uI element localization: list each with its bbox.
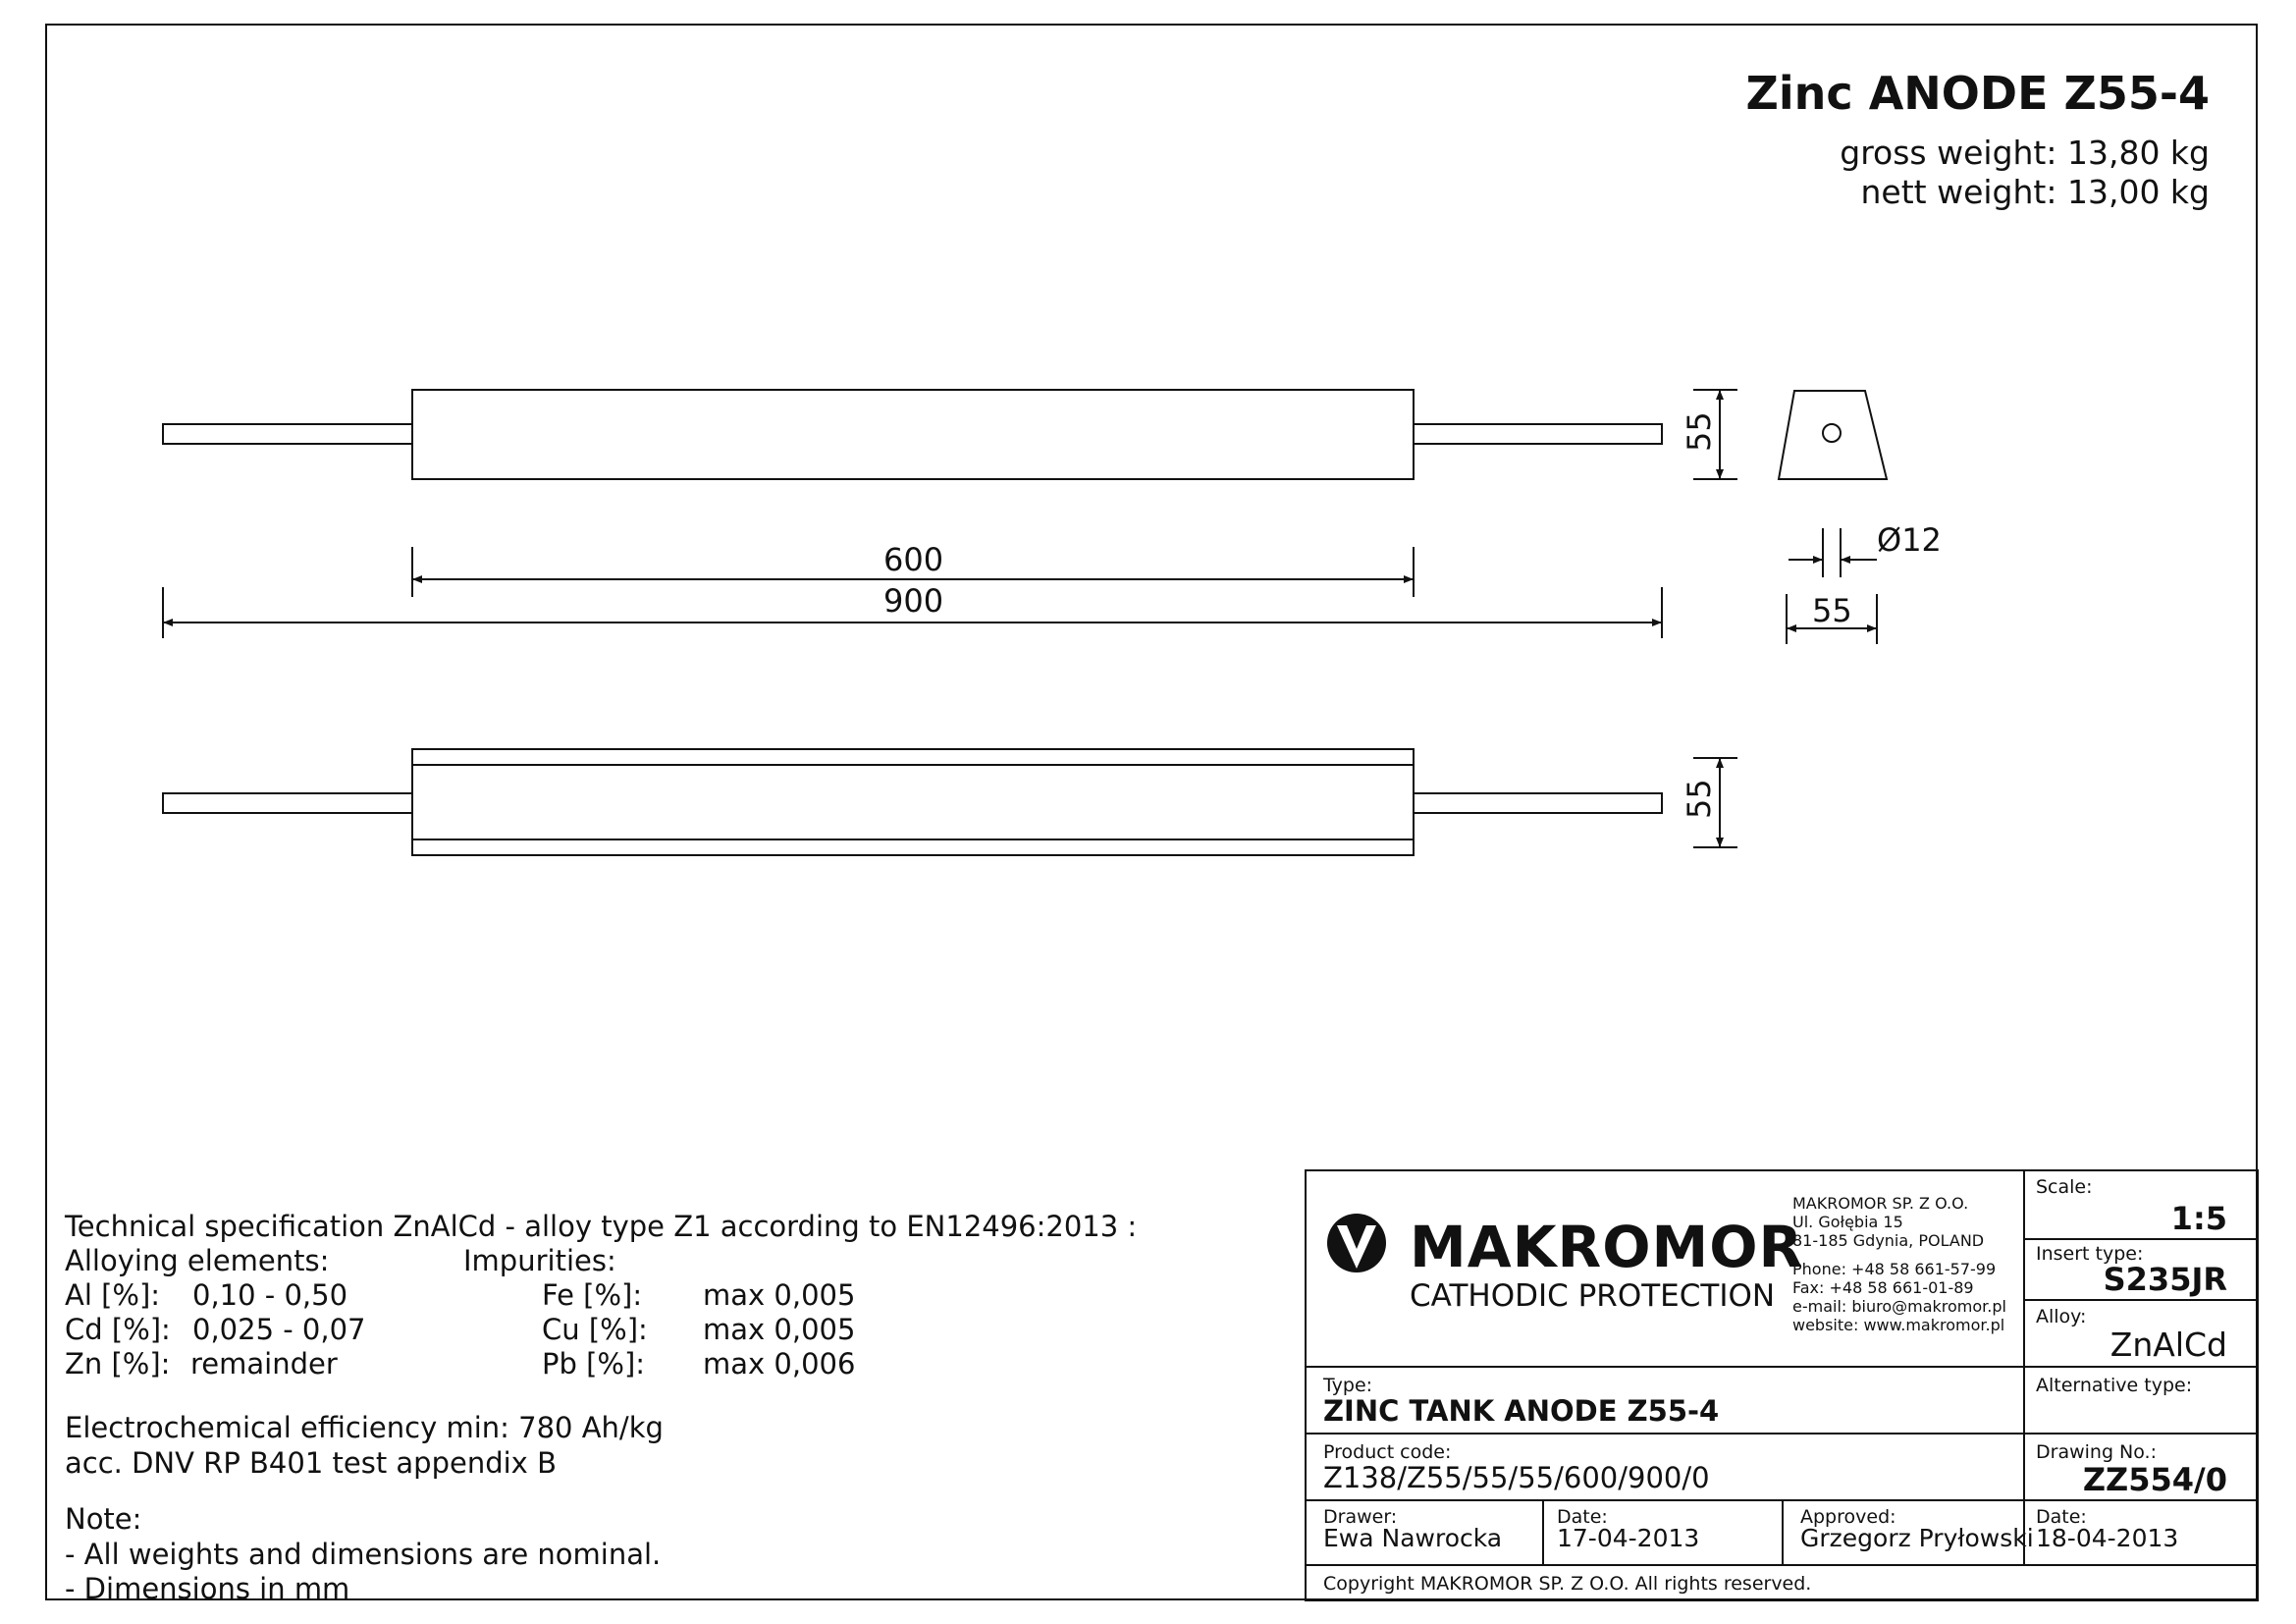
approved-label: Approved:: [1800, 1506, 1896, 1528]
dim-height-bottom: 55: [1681, 779, 1718, 819]
alloy-value-cd: 0,025 - 0,07: [192, 1313, 366, 1346]
impurity-element-pb: Pb [%]:: [542, 1347, 646, 1380]
dim-length-body: 600: [883, 541, 944, 578]
type-value: ZINC TANK ANODE Z55-4: [1323, 1394, 1720, 1428]
date1-value: 17-04-2013: [1557, 1524, 1700, 1552]
scale-label: Scale:: [2036, 1176, 2093, 1198]
impurity-value-pb: max 0,006: [703, 1347, 856, 1380]
company-address: MAKROMOR SP. Z O.O. Ul. Gołębia 15 81-185 Gdynia, POLAND Phone: +48 58 661-57-99 Fax: +48 58 661-01-89 e-mail: biuro@makromor.pl website: www.makromor.pl: [1792, 1194, 2006, 1334]
alloy-value-zn: remainder: [190, 1347, 338, 1380]
date1-label: Date:: [1557, 1506, 1608, 1528]
impurities-heading: Impurities:: [463, 1244, 616, 1277]
company-subtitle: CATHODIC PROTECTION: [1410, 1278, 1776, 1314]
anode-cross-section: [1779, 391, 1887, 479]
date2-value: 18-04-2013: [2036, 1524, 2179, 1552]
copyright: Copyright MAKROMOR SP. Z O.O. All rights reserved.: [1323, 1573, 1812, 1595]
alloy-element-zn: Zn [%]:: [65, 1347, 171, 1380]
impurity-element-fe: Fe [%]:: [542, 1278, 643, 1312]
efficiency-line2: acc. DNV RP B401 test appendix B: [65, 1446, 557, 1480]
note-1: - All weights and dimensions are nominal.: [65, 1538, 662, 1571]
insert-type-value: S235JR: [2103, 1261, 2227, 1298]
alternative-type-label: Alternative type:: [2036, 1375, 2193, 1396]
nett-weight: nett weight: 13,00 kg: [1860, 173, 2210, 211]
alloy-value-al: 0,10 - 0,50: [192, 1278, 348, 1312]
scale-value: 1:5: [2170, 1200, 2227, 1237]
dim-hole-diameter: Ø12: [1877, 521, 1942, 559]
product-code-label: Product code:: [1323, 1441, 1452, 1463]
insert-type-label: Insert type:: [2036, 1243, 2144, 1265]
alloying-heading: Alloying elements:: [65, 1244, 330, 1277]
type-label: Type:: [1323, 1375, 1373, 1396]
drawer-label: Drawer:: [1323, 1506, 1398, 1528]
approved-value: Grzegorz Pryłowski: [1800, 1524, 2034, 1552]
drawing-title: Zinc ANODE Z55-4: [1745, 67, 2210, 120]
dim-height-top: 55: [1681, 411, 1718, 452]
impurity-element-cu: Cu [%]:: [542, 1313, 648, 1346]
alloy-label: Alloy:: [2036, 1306, 2087, 1327]
alloy-value: ZnAlCd: [2109, 1326, 2227, 1364]
hole-dimension: [1789, 528, 1877, 577]
spec-heading: Technical specification ZnAlCd - alloy type Z1 according to EN12496:2013 :: [65, 1210, 1138, 1243]
anode-front-view: [163, 749, 1662, 855]
company-name: MAKROMOR: [1410, 1214, 1804, 1280]
note-heading: Note:: [65, 1502, 142, 1536]
alloy-element-cd: Cd [%]:: [65, 1313, 171, 1346]
anode-top-view: [163, 390, 1662, 479]
gross-weight: gross weight: 13,80 kg: [1840, 134, 2210, 172]
date2-label: Date:: [2036, 1506, 2087, 1528]
drawing-no-value: ZZ554/0: [2082, 1461, 2227, 1498]
alloy-element-al: Al [%]:: [65, 1278, 161, 1312]
dim-width-side: 55: [1812, 592, 1852, 629]
dim-length-total: 900: [883, 582, 944, 620]
note-2: - Dimensions in mm: [65, 1572, 350, 1605]
makromor-logo-icon: [1327, 1214, 1386, 1272]
drawing-no-label: Drawing No.:: [2036, 1441, 2157, 1463]
drawer-value: Ewa Nawrocka: [1323, 1524, 1503, 1552]
impurity-value-fe: max 0,005: [703, 1278, 856, 1312]
efficiency-line1: Electrochemical efficiency min: 780 Ah/kg: [65, 1411, 664, 1444]
impurity-value-cu: max 0,005: [703, 1313, 856, 1346]
product-code-value: Z138/Z55/55/55/600/900/0: [1323, 1461, 1710, 1494]
